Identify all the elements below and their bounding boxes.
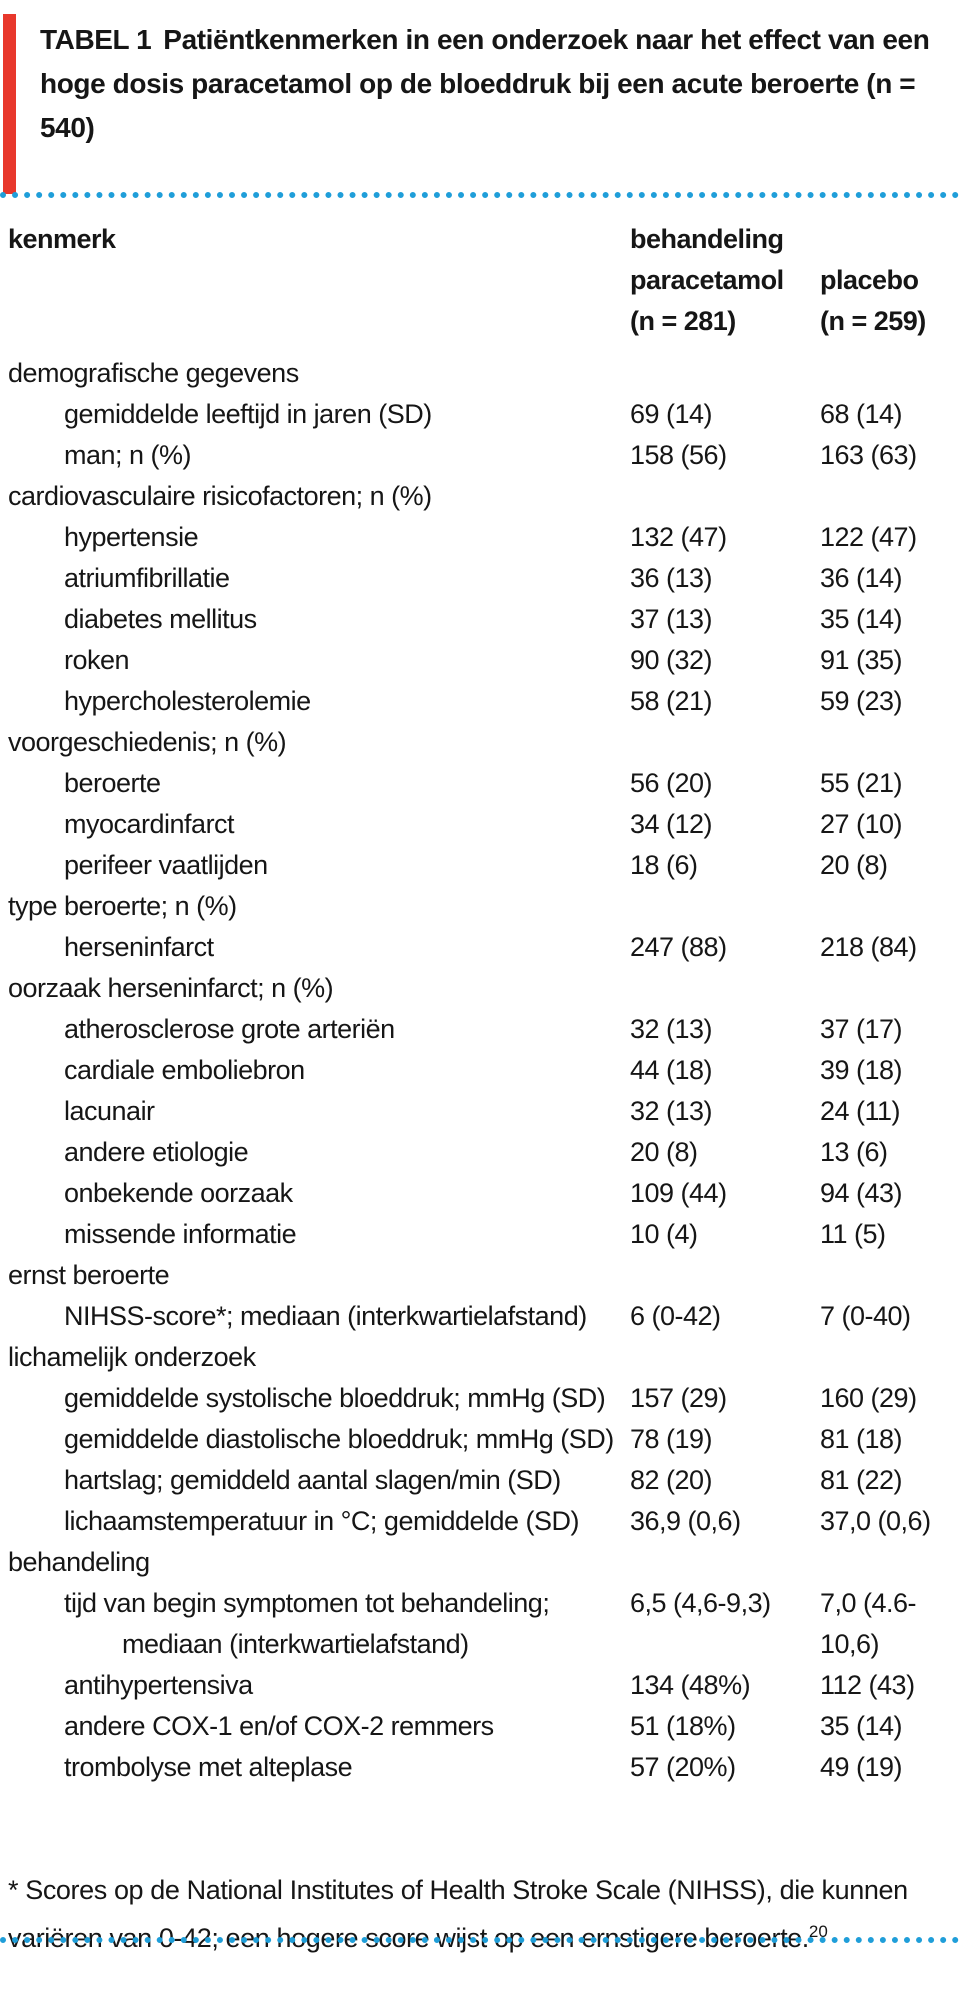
row-label <box>0 1296 630 1337</box>
row-label-text: voorgeschiedenis; n (%) <box>8 727 287 757</box>
paracetamol-value: 36,9 (0,6) <box>630 1506 741 1536</box>
table-row <box>0 558 959 599</box>
row-label <box>0 804 630 845</box>
paracetamol-value <box>630 1337 820 1378</box>
row-label <box>0 927 630 968</box>
row-label-text: onbekende oorzaak <box>64 1178 293 1208</box>
placebo-value <box>820 1255 959 1296</box>
table-row <box>0 1583 959 1665</box>
row-label-text: andere etiologie <box>64 1137 249 1167</box>
placebo-value: 13 (6) <box>820 1137 888 1167</box>
row-label <box>0 599 630 640</box>
table-row <box>0 435 959 476</box>
placebo-value: 122 (47) <box>820 522 917 552</box>
row-label-text: missende informatie <box>64 1219 297 1249</box>
row-label <box>0 1091 630 1132</box>
column-header-kenmerk: kenmerk <box>8 224 116 254</box>
row-label-text: man; n (%) <box>64 440 192 470</box>
row-label-text: tijd van begin symptomen tot behandeling; <box>64 1588 550 1618</box>
paracetamol-value: 18 (6) <box>630 850 698 880</box>
row-label-text: cardiale emboliebron <box>64 1055 305 1085</box>
row-label <box>0 1214 630 1255</box>
row-label <box>0 1378 630 1419</box>
row-section-label <box>0 353 630 394</box>
placebo-value: 27 (10) <box>820 809 903 839</box>
placebo-value: 35 (14) <box>820 604 903 634</box>
row-label-text: beroerte <box>64 768 161 798</box>
red-accent-bar <box>3 14 16 194</box>
table-row <box>0 845 959 886</box>
table-row <box>0 1173 959 1214</box>
row-label <box>0 517 630 558</box>
table-row <box>0 763 959 804</box>
placebo-value: 59 (23) <box>820 686 903 716</box>
table-row <box>0 476 959 517</box>
row-label-text-line2: mediaan (interkwartielafstand) <box>122 1629 469 1659</box>
footnote-reference-number: 20 <box>808 1922 828 1941</box>
placebo-value: 35 (14) <box>820 1711 903 1741</box>
table-row <box>0 353 959 394</box>
paracetamol-value: 56 (20) <box>630 768 713 798</box>
row-label-text: hartslag; gemiddeld aantal slagen/min (SD) <box>64 1465 561 1495</box>
placebo-value: 218 (84) <box>820 932 917 962</box>
paracetamol-value <box>630 886 820 927</box>
row-section-label <box>0 1337 630 1378</box>
row-section-label <box>0 722 630 763</box>
paracetamol-value: 157 (29) <box>630 1383 727 1413</box>
row-label-text: type beroerte; n (%) <box>8 891 237 921</box>
table-row <box>0 1378 959 1419</box>
paracetamol-value <box>630 1542 820 1583</box>
row-label-text: ernst beroerte <box>8 1260 170 1290</box>
row-label <box>0 1583 630 1665</box>
table-row <box>0 640 959 681</box>
row-section-label <box>0 1255 630 1296</box>
table-row <box>0 1542 959 1583</box>
placebo-value: 7 (0-40) <box>820 1301 911 1331</box>
row-label <box>0 845 630 886</box>
row-section-label <box>0 886 630 927</box>
placebo-value: 37,0 (0,6) <box>820 1506 931 1536</box>
row-label <box>0 1132 630 1173</box>
table-row <box>0 1296 959 1337</box>
column-header-paracetamol-n: (n = 281) <box>630 306 736 336</box>
placebo-value: 81 (22) <box>820 1465 903 1495</box>
placebo-value: 49 (19) <box>820 1752 903 1782</box>
table-row <box>0 1214 959 1255</box>
table-row <box>0 1132 959 1173</box>
placebo-value <box>820 1542 959 1583</box>
table-row <box>0 1050 959 1091</box>
placebo-value <box>820 1337 959 1378</box>
placebo-value: 55 (21) <box>820 768 903 798</box>
paracetamol-value: 6 (0-42) <box>630 1301 721 1331</box>
paracetamol-value <box>630 722 820 763</box>
placebo-value: 91 (35) <box>820 645 903 675</box>
paracetamol-value: 20 (8) <box>630 1137 698 1167</box>
paracetamol-value: 109 (44) <box>630 1178 727 1208</box>
row-label-text: hypertensie <box>64 522 199 552</box>
footnote-text: * Scores op de National Institutes of Health Stroke Scale (NIHSS), die kunnen variëren van 0-42; een hogere score wijst op een ernstigere beroerte. <box>8 1875 908 1953</box>
dotted-divider-bottom <box>0 1937 959 1943</box>
table-row <box>0 1337 959 1378</box>
table-row <box>0 1747 959 1788</box>
table-number-label: TABEL 1 <box>40 24 152 55</box>
table-row <box>0 1255 959 1296</box>
paracetamol-value: 57 (20%) <box>630 1752 736 1782</box>
table-rows <box>0 353 959 1788</box>
paracetamol-value: 247 (88) <box>630 932 727 962</box>
paracetamol-value: 32 (13) <box>630 1096 713 1126</box>
row-label <box>0 1501 630 1542</box>
row-label-text: NIHSS-score*; mediaan (interkwartielafstand) <box>64 1301 587 1331</box>
table-title-text: Patiëntkenmerken in een onderzoek naar het effect van een hoge dosis paracetamol op de bloeddruk bij een acute beroerte (n = 540) <box>40 24 930 143</box>
row-label-text: gemiddelde systolische bloeddruk; mmHg (SD) <box>64 1383 606 1413</box>
row-label <box>0 681 630 722</box>
paracetamol-value: 36 (13) <box>630 563 713 593</box>
row-label <box>0 1665 630 1706</box>
row-label-text: atriumfibrillatie <box>64 563 230 593</box>
row-label-text: diabetes mellitus <box>64 604 257 634</box>
table-row <box>0 927 959 968</box>
row-label-text: gemiddelde leeftijd in jaren (SD) <box>64 399 432 429</box>
placebo-value: 39 (18) <box>820 1055 903 1085</box>
row-label-text: atherosclerose grote arteriën <box>64 1014 395 1044</box>
table-row <box>0 968 959 1009</box>
column-header-placebo: placebo <box>820 265 919 295</box>
table-title-block <box>3 14 932 194</box>
table-row <box>0 804 959 845</box>
placebo-value: 36 (14) <box>820 563 903 593</box>
paracetamol-value: 78 (19) <box>630 1424 713 1454</box>
table-row <box>0 1091 959 1132</box>
row-label <box>0 1173 630 1214</box>
footnote <box>8 1870 948 1959</box>
row-label-text: demografische gegevens <box>8 358 299 388</box>
row-section-label <box>0 1542 630 1583</box>
paracetamol-value <box>630 353 820 394</box>
table-row <box>0 599 959 640</box>
paracetamol-value: 90 (32) <box>630 645 713 675</box>
row-label <box>0 558 630 599</box>
row-label-text: myocardinfarct <box>64 809 235 839</box>
placebo-value <box>820 722 959 763</box>
table-row <box>0 722 959 763</box>
row-label-text: lichaamstemperatuur in °C; gemiddelde (SD) <box>64 1506 580 1536</box>
row-label <box>0 1009 630 1050</box>
paracetamol-value: 69 (14) <box>630 399 713 429</box>
paracetamol-value <box>630 1255 820 1296</box>
row-label <box>0 1460 630 1501</box>
column-header-placebo-n: (n = 259) <box>820 306 926 336</box>
row-label-text: cardiovasculaire risicofactoren; n (%) <box>8 481 432 511</box>
paracetamol-value <box>630 476 820 517</box>
row-label <box>0 1419 630 1460</box>
row-label-text: andere COX-1 en/of COX-2 remmers <box>64 1711 494 1741</box>
placebo-value: 160 (29) <box>820 1383 917 1413</box>
row-label-text: gemiddelde diastolische bloeddruk; mmHg (SD) <box>64 1424 614 1454</box>
row-label <box>0 394 630 435</box>
table-row <box>0 517 959 558</box>
row-label <box>0 640 630 681</box>
placebo-value <box>820 886 959 927</box>
table-title <box>40 14 932 194</box>
row-label-text: lichamelijk onderzoek <box>8 1342 256 1372</box>
column-header-paracetamol: paracetamol <box>630 265 784 295</box>
table-row <box>0 1419 959 1460</box>
paracetamol-value: 34 (12) <box>630 809 713 839</box>
placebo-value: 37 (17) <box>820 1014 903 1044</box>
table-row <box>0 1665 959 1706</box>
paracetamol-value: 6,5 (4,6-9,3) <box>630 1588 771 1618</box>
placebo-value: 24 (11) <box>820 1096 901 1126</box>
row-label <box>0 763 630 804</box>
dotted-divider-top <box>0 192 959 198</box>
paracetamol-value: 32 (13) <box>630 1014 713 1044</box>
table-row <box>0 681 959 722</box>
placebo-value <box>820 476 959 517</box>
placebo-value: 112 (43) <box>820 1670 915 1700</box>
row-section-label <box>0 476 630 517</box>
placebo-value: 68 (14) <box>820 399 903 429</box>
paracetamol-value: 58 (21) <box>630 686 713 716</box>
row-label-text: oorzaak herseninfarct; n (%) <box>8 973 334 1003</box>
paracetamol-value: 10 (4) <box>630 1219 698 1249</box>
placebo-value <box>820 353 959 394</box>
paracetamol-value: 44 (18) <box>630 1055 713 1085</box>
row-label <box>0 435 630 476</box>
row-label-text: herseninfarct <box>64 932 214 962</box>
row-label-text: trombolyse met alteplase <box>64 1752 353 1782</box>
column-group-header-behandeling: behandeling <box>630 224 784 254</box>
table-row <box>0 1009 959 1050</box>
table-row <box>0 394 959 435</box>
placebo-value: 163 (63) <box>820 440 917 470</box>
row-label-text: lacunair <box>64 1096 155 1126</box>
placebo-value: 11 (5) <box>820 1219 886 1249</box>
paracetamol-value: 37 (13) <box>630 604 713 634</box>
row-label-text: hypercholesterolemie <box>64 686 311 716</box>
placebo-value: 81 (18) <box>820 1424 903 1454</box>
row-label <box>0 1706 630 1747</box>
row-label-text: roken <box>64 645 130 675</box>
row-label <box>0 1747 630 1788</box>
paracetamol-value: 134 (48%) <box>630 1670 751 1700</box>
row-label <box>0 1050 630 1091</box>
row-section-label <box>0 968 630 1009</box>
table-row <box>0 886 959 927</box>
placebo-value: 20 (8) <box>820 850 888 880</box>
row-label-text: behandeling <box>8 1547 150 1577</box>
paracetamol-value: 51 (18%) <box>630 1711 736 1741</box>
paracetamol-value: 158 (56) <box>630 440 727 470</box>
table-row <box>0 1460 959 1501</box>
paracetamol-value: 132 (47) <box>630 522 727 552</box>
paracetamol-value <box>630 968 820 1009</box>
patient-characteristics-table <box>0 219 959 1788</box>
placebo-value <box>820 968 959 1009</box>
table-row <box>0 1706 959 1747</box>
row-label-text: perifeer vaatlijden <box>64 850 268 880</box>
placebo-value: 94 (43) <box>820 1178 903 1208</box>
row-label-text: antihypertensiva <box>64 1670 253 1700</box>
paracetamol-value: 82 (20) <box>630 1465 713 1495</box>
placebo-value: 7,0 (4.6-10,6) <box>820 1588 917 1659</box>
table-header <box>0 219 959 342</box>
table-row <box>0 1501 959 1542</box>
